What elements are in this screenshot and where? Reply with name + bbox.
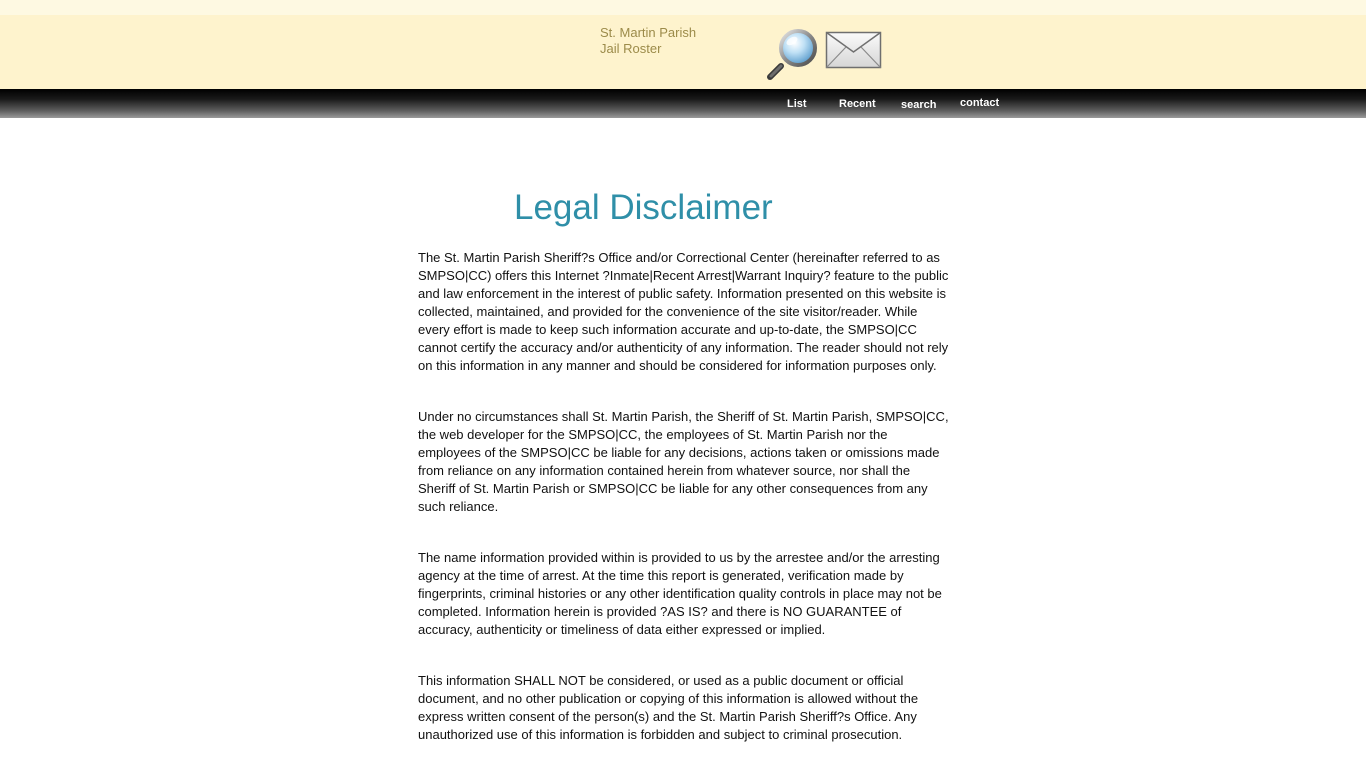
nav-item-list[interactable]: List	[787, 98, 807, 110]
disclaimer-paragraph: The St. Martin Parish Sheriff?s Office and/or Correctional Center (hereinafter referred to as SMPSO|CC) offers this Internet ?Inmate|Recent Arrest|Warrant Inquiry? feature to the public and law enforcement in the interest of public safety. Information presented on this website is collected, maintained, and provided for the convenience of the site visitor/reader. While every effort is made to keep such information accurate and up-to-date, the SMPSO|CC cannot certify the accuracy and/or authenticity of any information. The reader should not rely on this information in any manner and should be considered for information purposes only.	[418, 250, 949, 373]
magnifier-icon[interactable]	[766, 27, 820, 81]
disclaimer-content	[418, 249, 950, 777]
top-strip	[0, 0, 1366, 15]
disclaimer-paragraph: This information SHALL NOT be considered, or used as a public document or official document, and no other publication or copying of this information is allowed without the express written consent of the person(s) and the St. Martin Parish Sheriff?s Office. Any unauthorized use of this information is forbidden and subject to criminal prosecution.	[418, 673, 919, 742]
nav-item-recent[interactable]: Recent	[839, 98, 876, 110]
nav-item-search[interactable]: search	[901, 99, 937, 111]
page-title: Legal Disclaimer	[514, 188, 773, 227]
disclaimer-paragraph: The name information provided within is provided to us by the arrestee and/or the arresting agency at the time of arrest. At the time this report is generated, verification made by fingerprints, criminal histories or any other identification quality controls in place may not be completed. Information herein is provided ?AS IS? and there is NO GUARANTEE of accuracy, authenticity or timeliness of data either expressed or implied.	[418, 550, 942, 637]
nav-bar	[0, 89, 1366, 118]
site-title-line1: St. Martin Parish	[600, 25, 697, 40]
site-title-line2: Jail Roster	[600, 41, 662, 56]
envelope-icon[interactable]	[825, 31, 882, 69]
nav-item-contact[interactable]: contact	[960, 97, 1000, 109]
disclaimer-paragraph: Under no circumstances shall St. Martin Parish, the Sheriff of St. Martin Parish, SMPSO|CC, the web developer for the SMPSO|CC, the employees of St. Martin Parish nor the employees of the SMPSO|CC be liable for any decisions, actions taken or omissions made from reliance on any information contained herein from whatever source, nor shall the Sheriff of St. Martin Parish or SMPSO|CC be liable for any other consequences from any such reliance.	[418, 409, 949, 514]
site-title[interactable]	[600, 25, 696, 57]
